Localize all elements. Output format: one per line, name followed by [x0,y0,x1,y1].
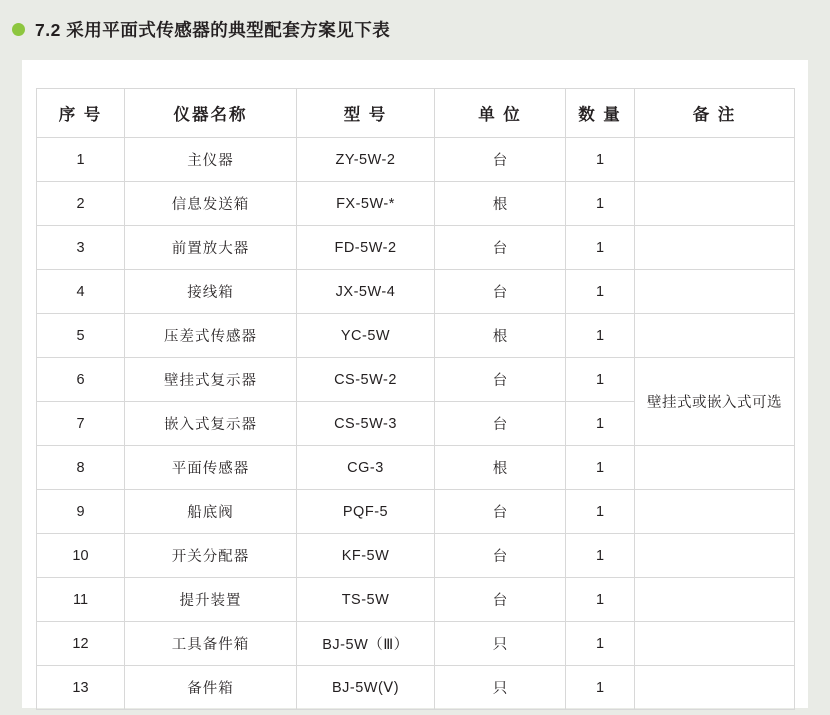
section-heading [0,0,830,46]
cell-remark [635,314,795,358]
cell-no: 13 [37,666,125,710]
cell-qty: 1 [566,314,635,358]
table-row [37,578,795,622]
cell-qty: 1 [566,446,635,490]
column-header-qty: 数 量 [566,89,635,138]
bullet-icon [12,23,25,36]
cell-no: 7 [37,402,125,446]
table-row [37,314,795,358]
column-header-model: 型 号 [297,89,435,138]
cell-name: 信息发送箱 [125,182,297,226]
table-row [37,446,795,490]
cell-unit: 台 [435,534,566,578]
cell-unit: 台 [435,270,566,314]
cell-unit: 台 [435,490,566,534]
cell-remark [635,622,795,666]
table-header-row [37,89,795,138]
cell-no: 12 [37,622,125,666]
cell-name: 压差式传感器 [125,314,297,358]
cell-no: 4 [37,270,125,314]
table-row [37,138,795,182]
cell-model: YC-5W [297,314,435,358]
cell-no: 10 [37,534,125,578]
cell-model: FD-5W-2 [297,226,435,270]
cell-qty: 1 [566,182,635,226]
table-row [37,666,795,710]
cell-name: 船底阀 [125,490,297,534]
table-row [37,534,795,578]
table-row [37,182,795,226]
cell-remark [635,138,795,182]
cell-no: 2 [37,182,125,226]
cell-model: JX-5W-4 [297,270,435,314]
cell-remark [635,182,795,226]
cell-model: BJ-5W(Ⅴ) [297,666,435,710]
table-row [37,490,795,534]
cell-name: 提升装置 [125,578,297,622]
cell-unit: 台 [435,578,566,622]
table-card [22,60,808,708]
cell-qty: 1 [566,666,635,710]
cell-remark [635,578,795,622]
cell-qty: 1 [566,226,635,270]
cell-remark [635,446,795,490]
cell-qty: 1 [566,358,635,402]
table-row [37,270,795,314]
cell-no: 1 [37,138,125,182]
cell-model: CS-5W-3 [297,402,435,446]
cell-qty: 1 [566,490,635,534]
column-header-no: 序 号 [37,89,125,138]
cell-qty: 1 [566,622,635,666]
cell-unit: 根 [435,182,566,226]
cell-no: 3 [37,226,125,270]
cell-unit: 根 [435,314,566,358]
column-header-unit: 单 位 [435,89,566,138]
column-header-remark: 备 注 [635,89,795,138]
table-row [37,622,795,666]
table-body [37,138,795,710]
cell-remark [635,490,795,534]
cell-unit: 台 [435,226,566,270]
cell-unit: 台 [435,402,566,446]
cell-model: CS-5W-2 [297,358,435,402]
table-row [37,358,795,402]
cell-no: 6 [37,358,125,402]
cell-name: 壁挂式复示器 [125,358,297,402]
cell-no: 8 [37,446,125,490]
cell-remark [635,226,795,270]
cell-model: FX-5W-* [297,182,435,226]
cell-no: 11 [37,578,125,622]
cell-unit: 只 [435,622,566,666]
cell-name: 开关分配器 [125,534,297,578]
cell-model: ZY-5W-2 [297,138,435,182]
cell-qty: 1 [566,578,635,622]
table-header [37,89,795,138]
cell-name: 备件箱 [125,666,297,710]
cell-name: 接线箱 [125,270,297,314]
table-row [37,226,795,270]
cell-qty: 1 [566,534,635,578]
cell-model: CG-3 [297,446,435,490]
cell-qty: 1 [566,138,635,182]
cell-no: 5 [37,314,125,358]
equipment-table [36,88,795,710]
cell-name: 嵌入式复示器 [125,402,297,446]
cell-unit: 台 [435,138,566,182]
cell-name: 平面传感器 [125,446,297,490]
cell-no: 9 [37,490,125,534]
cell-qty: 1 [566,270,635,314]
cell-qty: 1 [566,402,635,446]
page-title: 7.2 采用平面式传感器的典型配套方案见下表 [35,20,391,40]
cell-model: KF-5W [297,534,435,578]
cell-unit: 只 [435,666,566,710]
cell-remark-merged: 壁挂式或嵌入式可选 [635,358,795,446]
cell-remark [635,534,795,578]
cell-remark [635,270,795,314]
cell-name: 前置放大器 [125,226,297,270]
cell-name: 工具备件箱 [125,622,297,666]
cell-model: PQF-5 [297,490,435,534]
cell-remark [635,666,795,710]
cell-unit: 根 [435,446,566,490]
cell-model: TS-5W [297,578,435,622]
cell-model: BJ-5W（Ⅲ） [297,622,435,666]
column-header-name: 仪器名称 [125,89,297,138]
cell-name: 主仪器 [125,138,297,182]
cell-unit: 台 [435,358,566,402]
